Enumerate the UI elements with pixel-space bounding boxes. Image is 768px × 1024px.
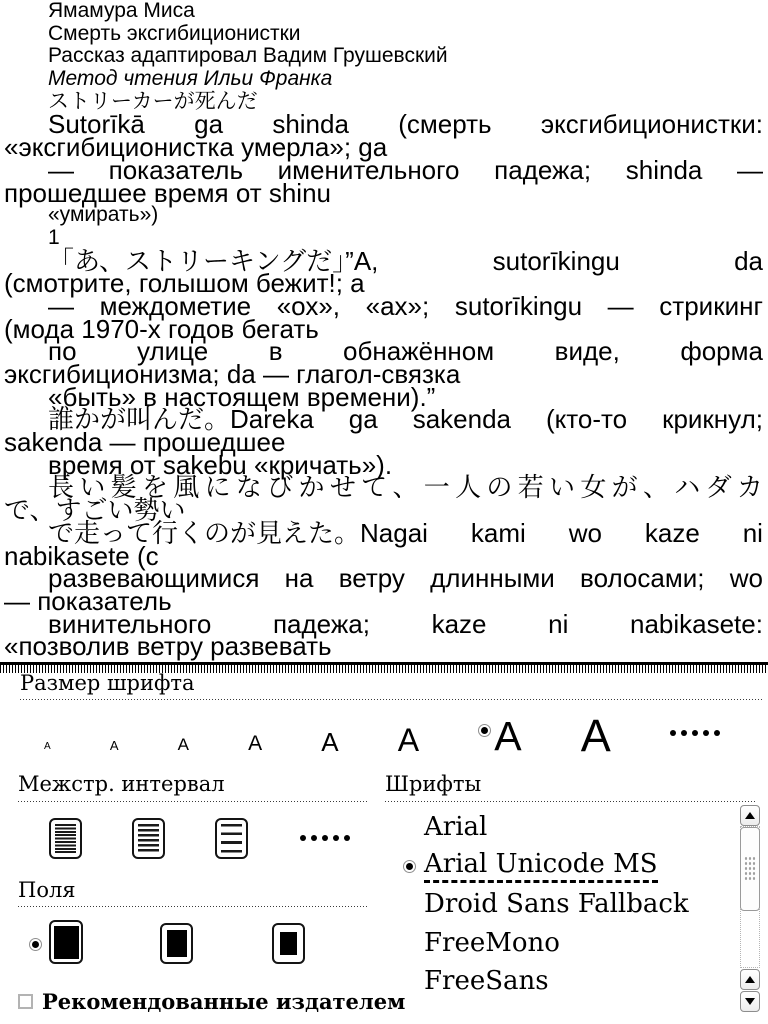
font-size-options-row	[44, 704, 720, 762]
font-list	[424, 808, 724, 1001]
book-text-line: эксгибиционизма; da — глагол-связка	[4, 359, 461, 389]
section-divider	[20, 698, 762, 700]
triangle-down-icon	[745, 998, 755, 1005]
sparse-lines-icon	[221, 824, 242, 853]
font-option[interactable]	[424, 885, 724, 924]
font-size-letter: A	[494, 713, 522, 760]
font-option[interactable]	[424, 924, 724, 963]
scrollbar-thumb[interactable]	[740, 827, 760, 911]
fonts-section-label: Шрифты	[385, 772, 482, 796]
font-size-option[interactable]	[397, 721, 420, 758]
book-text-line: развевающимися на ветру длинными волосами; wo	[48, 563, 763, 594]
scroll-up-button[interactable]	[740, 805, 760, 826]
book-text-line: — междометие «ох», «ах»; sutorīkingu — стрикинг	[48, 290, 763, 321]
font-size-letter: A	[397, 721, 420, 758]
font-size-option[interactable]	[177, 735, 189, 755]
radio-selected-icon[interactable]	[29, 938, 42, 951]
book-text-line: «умирать»)	[48, 203, 159, 227]
settings-panel	[0, 662, 768, 1024]
book-text-line: — показатель	[4, 585, 172, 616]
font-size-section-label: Размер шрифта	[20, 671, 195, 695]
font-size-letter: A	[248, 731, 263, 755]
font-size-letter: A	[44, 740, 51, 752]
font-size-option[interactable]	[478, 713, 522, 760]
font-size-letter: A	[177, 735, 189, 755]
dense-lines-icon	[55, 824, 76, 853]
font-option-label: Droid Sans Fallback	[424, 889, 689, 920]
publisher-checkbox[interactable]	[18, 994, 33, 1009]
publisher-checkbox-label: Рекомендованные издателем	[42, 989, 406, 1014]
book-text-line: (смотрите, голышом бежит!; a	[4, 268, 365, 299]
book-text-line: ストリーカーが死んだ	[48, 89, 258, 113]
book-text-line: 誰かが叫んだ。Dareka ga sakenda (кто-то крикнул;	[48, 404, 763, 435]
book-text-line: «позволив ветру развевать	[4, 631, 332, 662]
medium-lines-icon	[138, 824, 159, 853]
book-text-line: «эксгибиционистка умерла»; ga	[4, 132, 388, 163]
book-text-line: Смерть эксгибиционистки	[48, 21, 301, 45]
font-size-option[interactable]	[109, 738, 119, 754]
book-text-line: Метод чтения Ильи Франка	[48, 67, 333, 91]
font-size-option[interactable]	[580, 710, 611, 762]
margins-section-label: Поля	[18, 878, 76, 902]
book-text-line: — показатель именительного падежа; shinda —	[48, 154, 763, 185]
book-text-line: nabikasete (с	[4, 540, 159, 571]
margins-option-wide[interactable]	[272, 923, 305, 964]
font-option[interactable]	[424, 962, 724, 1001]
book-page[interactable]	[4, 0, 763, 662]
page-fill-icon	[167, 930, 187, 957]
scroll-down-button[interactable]	[740, 991, 760, 1012]
book-text-line: で、すごい勢い	[4, 495, 186, 526]
line-spacing-option-medium[interactable]	[132, 818, 165, 859]
line-spacing-options-row	[49, 818, 359, 862]
book-text-line: (мода 1970-х годов бегать	[4, 313, 319, 344]
font-size-letter: A	[321, 726, 339, 757]
section-divider	[18, 800, 368, 802]
font-option-label: Arial	[424, 812, 488, 843]
book-text-line: で走って行くのが見えた。Nagai kami wo kaze ni	[48, 517, 763, 548]
triangle-up-icon	[745, 976, 755, 983]
publisher-recommended-row	[18, 989, 405, 1014]
margins-option-medium[interactable]	[160, 923, 193, 964]
thumb-grip-icon	[744, 856, 756, 882]
book-text-line: Рассказ адаптировал Вадим Грушевский	[48, 44, 448, 68]
triangle-up-icon	[745, 812, 755, 819]
line-spacing-option-dense[interactable]	[49, 818, 82, 859]
page-fill-icon	[280, 932, 297, 955]
font-option[interactable]	[424, 847, 724, 886]
scroll-up-button-bottom[interactable]	[740, 969, 760, 990]
book-text-line: винительного падежа; kaze ni nabikasete:	[48, 608, 763, 639]
book-text-line: 1	[48, 225, 60, 249]
margins-option-narrow[interactable]	[49, 920, 83, 964]
section-divider	[18, 905, 368, 907]
book-text-line: sakenda — прошедшее	[4, 427, 286, 458]
font-size-option[interactable]	[248, 731, 263, 755]
font-option-label: Arial Unicode MS	[424, 849, 658, 883]
font-option-label: FreeSans	[424, 966, 549, 997]
font-option-label: FreeMono	[424, 927, 560, 958]
more-font-sizes-dots-icon[interactable]	[670, 730, 720, 736]
book-text-line: время от sakebu «кричать»).	[48, 449, 393, 480]
more-line-spacing-dots-icon[interactable]	[300, 835, 350, 841]
radio-selected-icon[interactable]	[403, 860, 416, 873]
book-text-line: 長 い 髪 を 風 に な び か せ て 、 一 人 の 若 い 女 が 、 ハ ダ カ	[48, 472, 763, 503]
line-spacing-option-sparse[interactable]	[215, 818, 248, 859]
book-text-line: прошедшее время от shinu	[4, 177, 332, 208]
line-spacing-section-label: Межстр. интервал	[18, 772, 225, 796]
font-size-option[interactable]	[44, 742, 51, 750]
book-text-line: Sutorīkā ga shinda (смерть эксгибиционистки:	[48, 109, 763, 140]
font-size-letter: A	[580, 710, 611, 762]
book-text-line: «быть» в настоящем времени).”	[48, 381, 436, 412]
radio-selected-icon[interactable]	[478, 724, 491, 737]
margins-options-row	[18, 920, 358, 966]
section-divider	[385, 800, 757, 802]
font-size-letter: A	[109, 738, 119, 754]
font-list-scrollbar[interactable]	[740, 805, 760, 1012]
book-text-line: по улице в обнажённом виде, форма	[48, 336, 763, 367]
font-size-option[interactable]	[321, 726, 339, 757]
font-option[interactable]	[424, 808, 724, 847]
book-text-line: Ямамура Миса	[48, 0, 195, 22]
book-text-line: 「あ、ストリーキングだ」”A, sutorīkingu da	[48, 245, 763, 276]
page-fill-icon	[54, 926, 79, 959]
